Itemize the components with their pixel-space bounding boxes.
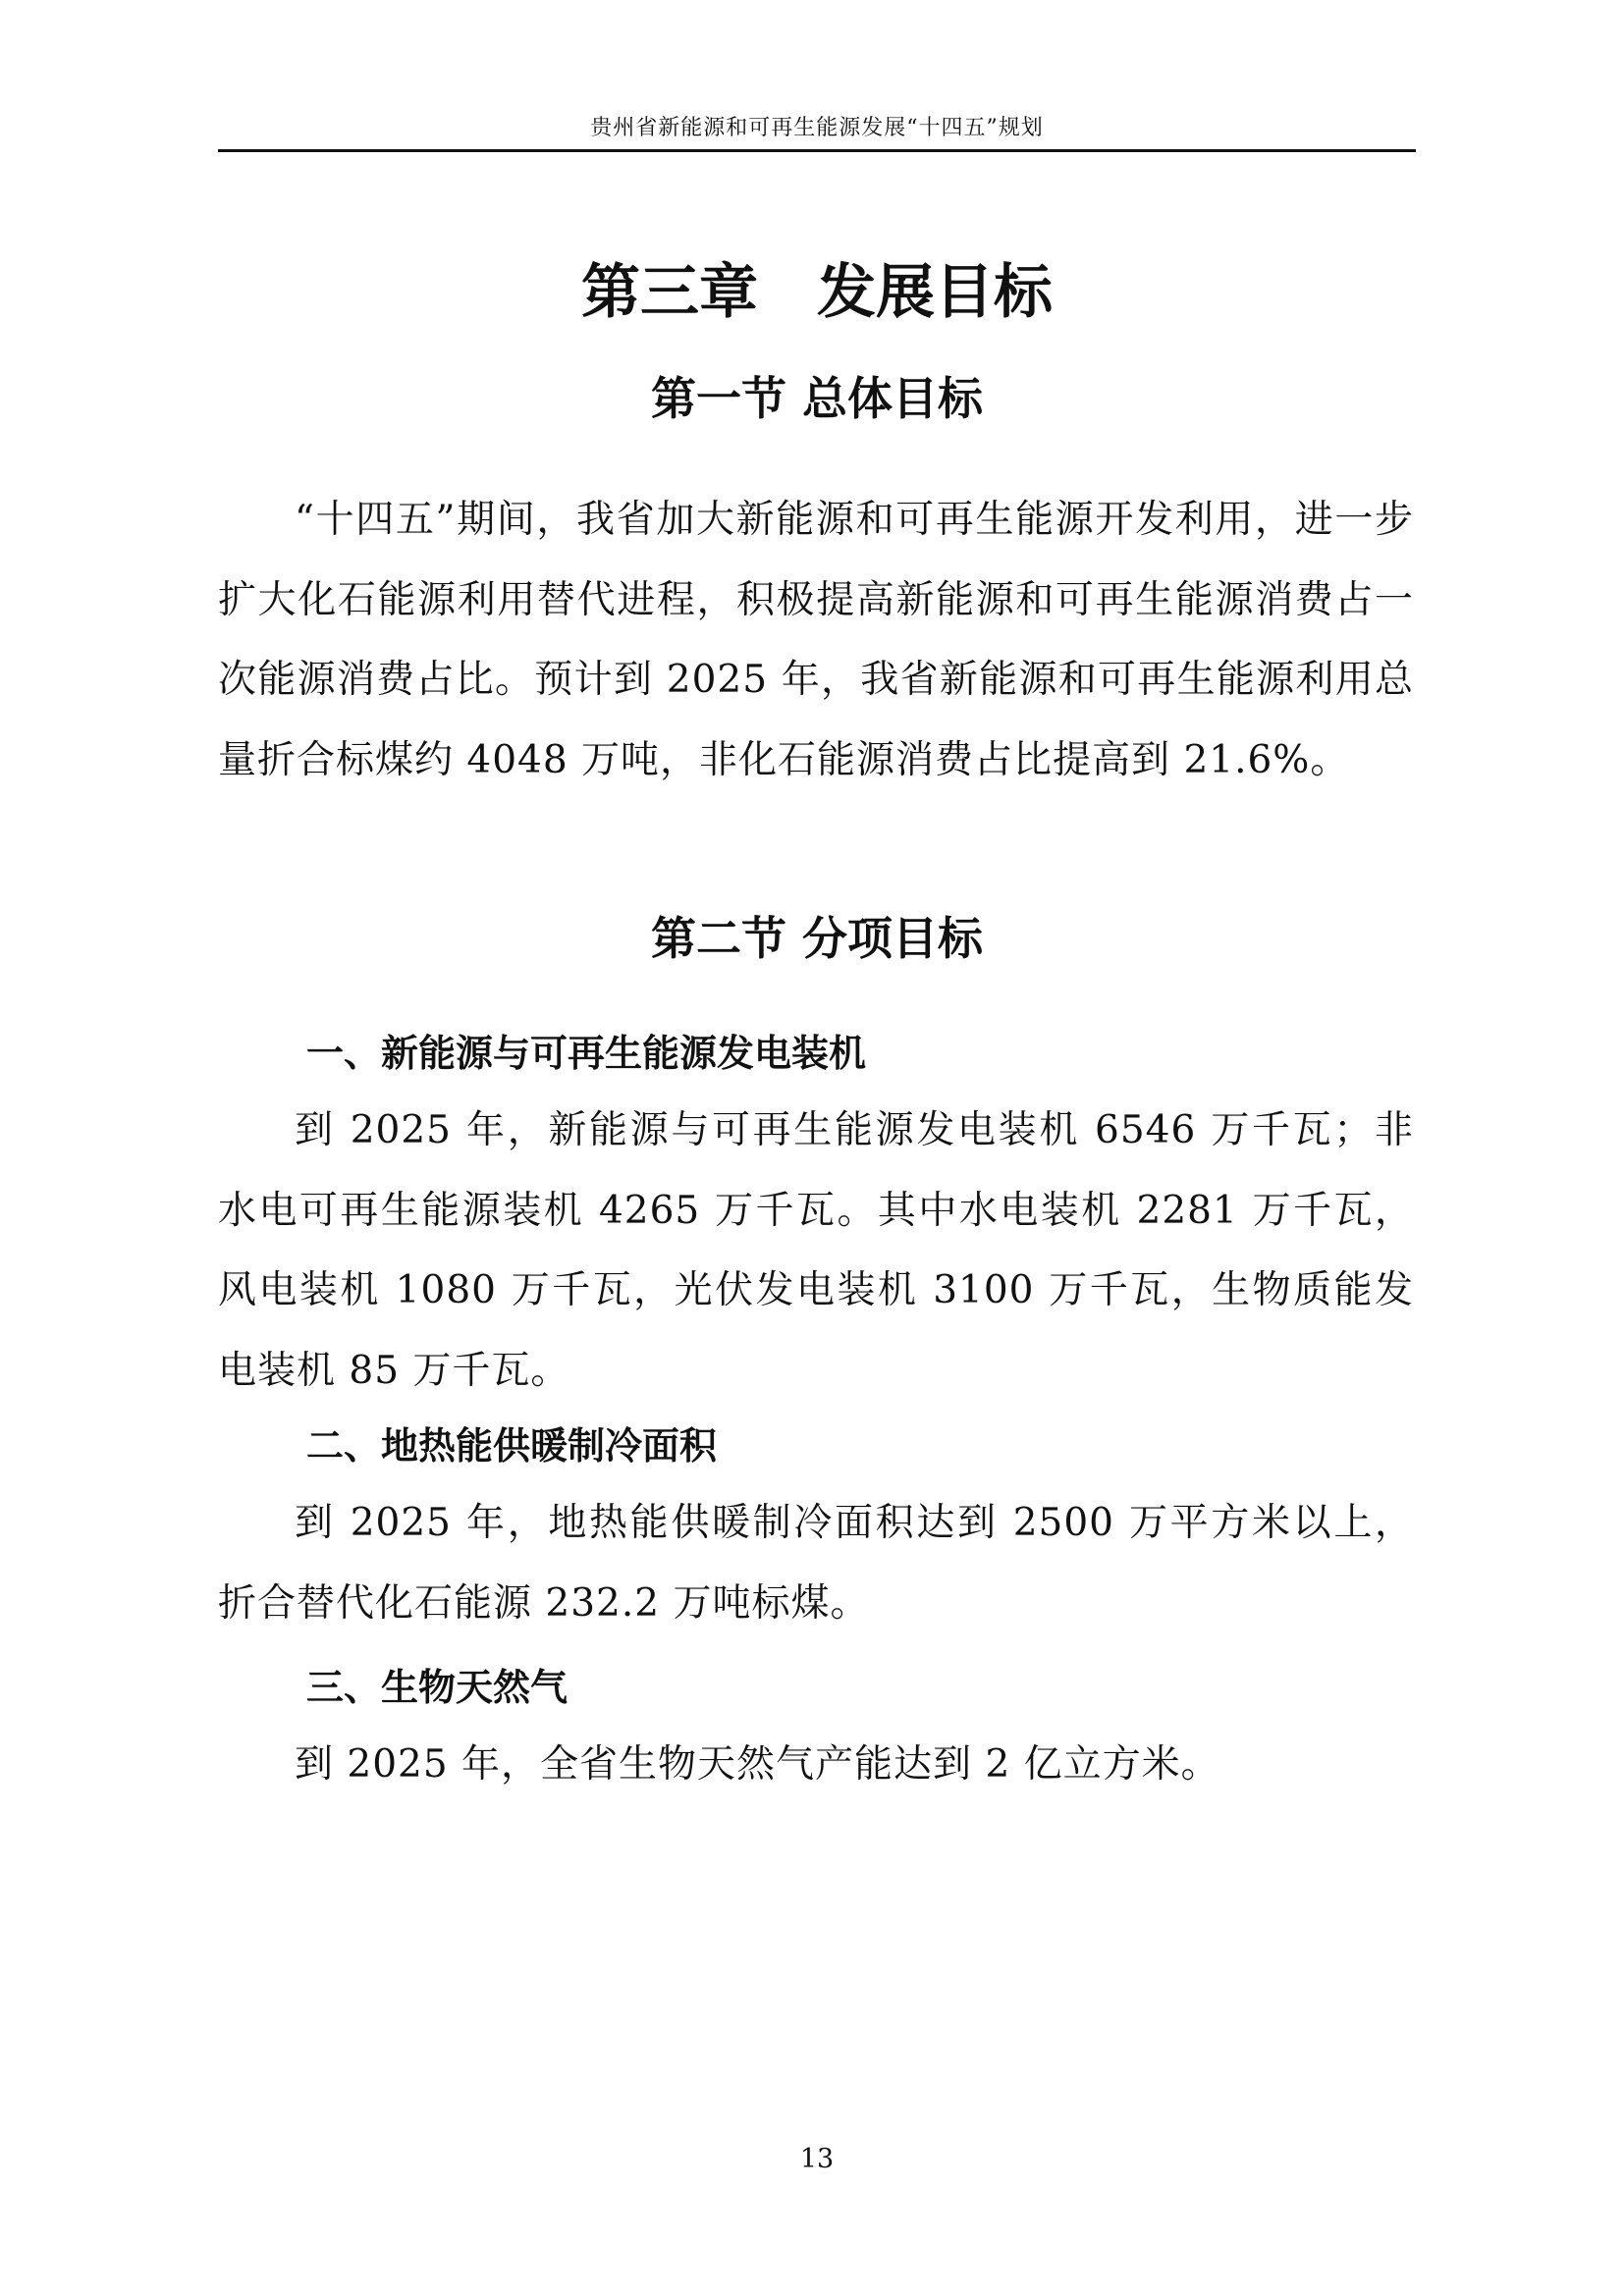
subheading-power-capacity: 一、新能源与可再生能源发电装机 [306, 1032, 867, 1075]
section-title-specific-goals: 第二节 分项目标 [650, 912, 983, 965]
page-number: 13 [799, 2144, 835, 2174]
geothermal-area-paragraph: 到 2025 年，地热能供暖制冷面积达到 2500 万平方米以上，折合替代化石能源 232.2 万吨标煤。 [218, 1501, 1414, 1626]
subheading-biogas: 三、生物天然气 [306, 1666, 568, 1709]
header-divider [218, 149, 1416, 152]
power-capacity-paragraph: 到 2025 年，新能源与可再生能源发电装机 6546 万千瓦；非水电可再生能源装机 4265 万千瓦。其中水电装机 2281 万千瓦，风电装机 1080 万千瓦，光伏发电装机 3100 万千瓦，生物质能发电装机 85 万千瓦。 [218, 1108, 1414, 1393]
overall-goals-paragraph: “十四五”期间，我省加大新能源和可再生能源开发利用，进一步扩大化石能源利用替代进程，积极提高新能源和可再生能源消费占一次能源消费占比。预计到 2025 年，我省新能源和可再生能源利用总量折合标煤约 4048 万吨，非化石能源消费占比提高到 21.6%。 [218, 498, 1414, 782]
subheading-geothermal-area: 二、地热能供暖制冷面积 [306, 1424, 718, 1468]
chapter-title: 第三章 发展目标 [581, 258, 1053, 327]
running-header: 贵州省新能源和可再生能源发展“十四五”规划 [590, 116, 1044, 140]
section-title-overall-goals: 第一节 总体目标 [650, 372, 983, 425]
biogas-paragraph: 到 2025 年，全省生物天然气产能达到 2 亿立方米。 [295, 1742, 1220, 1787]
